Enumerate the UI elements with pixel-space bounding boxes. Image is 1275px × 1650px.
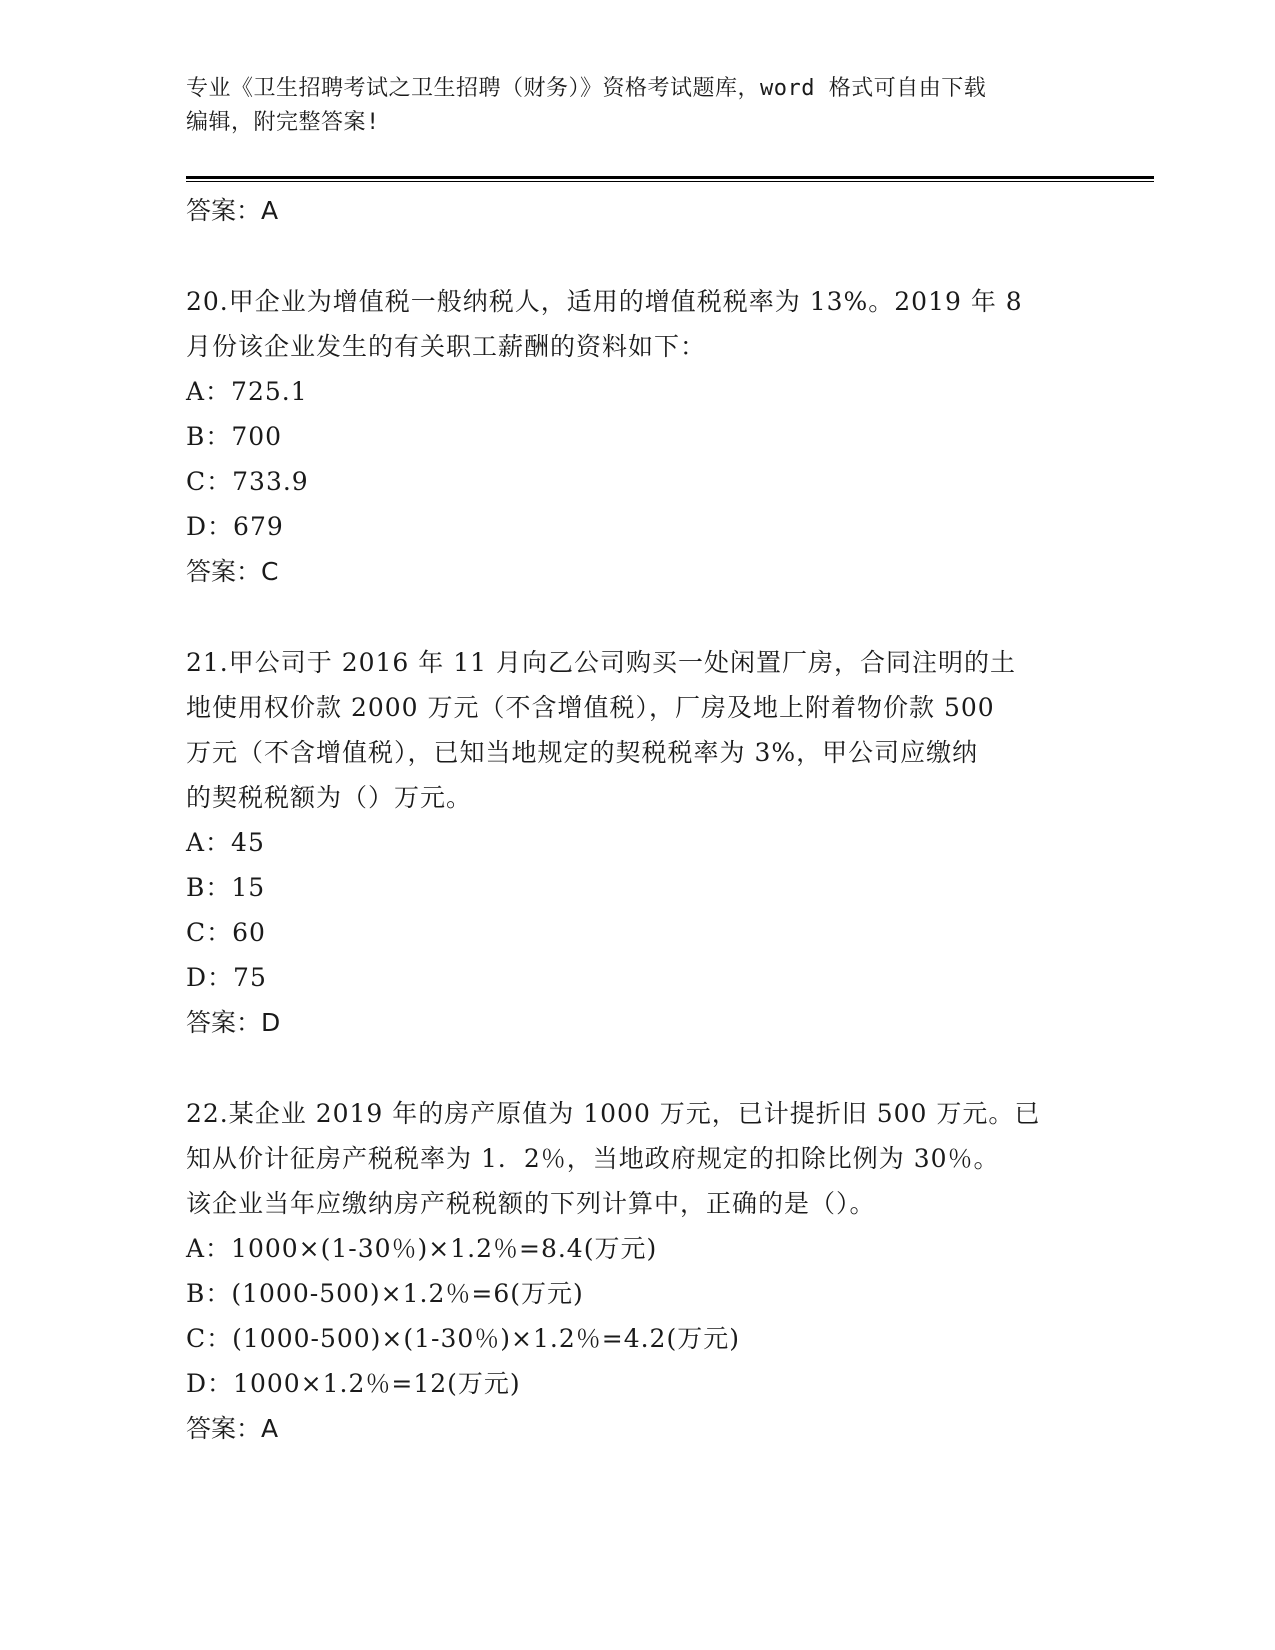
option-d: D：75 (186, 963, 267, 992)
question-block (186, 640, 1076, 1046)
question-line: 21.甲公司于 2016 年 11 月向乙公司购买一处闲置厂房，合同注明的土 (186, 648, 1016, 677)
answer-line: 答案：D (186, 1008, 281, 1037)
header-line-2: 编辑，附完整答案! (186, 110, 380, 135)
question-line: 20.甲企业为增值税一般纳税人，适用的增值税税率为 13%。2019 年 8 (186, 287, 1023, 316)
option-d: D：1000×1.2％=12(万元) (186, 1369, 521, 1398)
option-c: C：733.9 (186, 467, 309, 496)
answer-line: 答案：C (186, 557, 279, 586)
answer-line: 答案：A (186, 1414, 279, 1443)
question-line: 22.某企业 2019 年的房产原值为 1000 万元，已计提折旧 500 万元。已 (186, 1099, 1041, 1128)
option-b: B：(1000-500)×1.2％=6(万元) (186, 1279, 584, 1308)
document-body (186, 188, 1076, 1452)
question-line: 万元（不含增值税），已知当地规定的契税税率为 3%，甲公司应缴纳 (186, 738, 979, 767)
option-d: D：679 (186, 512, 284, 541)
option-c: C：(1000-500)×(1-30％)×1.2％=4.2(万元) (186, 1324, 740, 1353)
option-b: B：700 (186, 422, 283, 451)
spacer (186, 234, 1076, 279)
header-rule-thick (186, 176, 1154, 179)
question-line: 该企业当年应缴纳房产税税额的下列计算中，正确的是（）。 (186, 1189, 876, 1218)
option-a: A：725.1 (186, 377, 308, 406)
question-line: 月份该企业发生的有关职工薪酬的资料如下： (186, 332, 707, 361)
previous-answer: 答案：A (186, 196, 279, 225)
option-b: B：15 (186, 873, 266, 902)
page-header (186, 72, 1076, 140)
spacer (186, 595, 1076, 640)
option-a: A：45 (186, 828, 265, 857)
option-a: A：1000×(1-30％)×1.2％=8.4(万元) (186, 1234, 658, 1263)
question-line: 知从价计征房产税税率为 1．2％，当地政府规定的扣除比例为 30％。 (186, 1144, 1000, 1173)
question-block (186, 1091, 1076, 1452)
header-line-1: 专业《卫生招聘考试之卫生招聘（财务）》资格考试题库，word 格式可自由下载 (186, 76, 987, 101)
spacer (186, 1046, 1076, 1091)
question-line: 地使用权价款 2000 万元（不含增值税），厂房及地上附着物价款 500 (186, 693, 995, 722)
option-c: C：60 (186, 918, 266, 947)
header-rule-thin (186, 181, 1154, 182)
question-block (186, 279, 1076, 595)
question-line: 的契税税额为（）万元。 (186, 783, 473, 812)
